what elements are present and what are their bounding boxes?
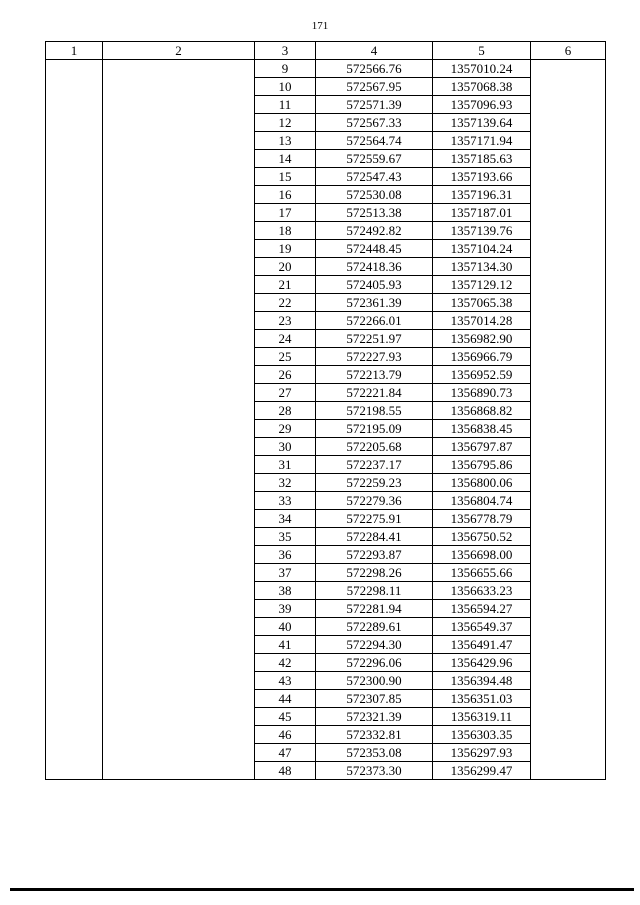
point-number-cell: 45 [255, 708, 316, 726]
y-coordinate-cell: 1356750.52 [433, 528, 531, 546]
x-coordinate-cell: 572361.39 [316, 294, 433, 312]
point-number-cell: 39 [255, 600, 316, 618]
x-coordinate-cell: 572289.61 [316, 618, 433, 636]
point-number-cell: 27 [255, 384, 316, 402]
point-number-cell: 22 [255, 294, 316, 312]
x-coordinate-cell: 572227.93 [316, 348, 433, 366]
point-number-cell: 47 [255, 744, 316, 762]
point-number-cell: 44 [255, 690, 316, 708]
x-coordinate-cell: 572294.30 [316, 636, 433, 654]
point-number-cell: 43 [255, 672, 316, 690]
y-coordinate-cell: 1356868.82 [433, 402, 531, 420]
point-number-cell: 28 [255, 402, 316, 420]
point-number-cell: 10 [255, 78, 316, 96]
y-coordinate-cell: 1357139.76 [433, 222, 531, 240]
y-coordinate-cell: 1357185.63 [433, 150, 531, 168]
table-row [46, 60, 606, 78]
point-number-cell: 14 [255, 150, 316, 168]
x-coordinate-cell: 572405.93 [316, 276, 433, 294]
col1-merged-cell [46, 60, 103, 780]
point-number-cell: 11 [255, 96, 316, 114]
x-coordinate-cell: 572293.87 [316, 546, 433, 564]
col2-merged-cell [103, 60, 255, 780]
coordinates-table [45, 41, 606, 780]
x-coordinate-cell: 572530.08 [316, 186, 433, 204]
y-coordinate-cell: 1357139.64 [433, 114, 531, 132]
x-coordinate-cell: 572373.30 [316, 762, 433, 780]
x-coordinate-cell: 572559.67 [316, 150, 433, 168]
x-coordinate-cell: 572567.33 [316, 114, 433, 132]
point-number-cell: 29 [255, 420, 316, 438]
x-coordinate-cell: 572251.97 [316, 330, 433, 348]
y-coordinate-cell: 1356797.87 [433, 438, 531, 456]
y-coordinate-cell: 1357187.01 [433, 204, 531, 222]
x-coordinate-cell: 572353.08 [316, 744, 433, 762]
point-number-cell: 32 [255, 474, 316, 492]
y-coordinate-cell: 1356491.47 [433, 636, 531, 654]
col6-merged-cell [531, 60, 606, 780]
bottom-rule [10, 888, 634, 891]
x-coordinate-cell: 572564.74 [316, 132, 433, 150]
x-coordinate-cell: 572266.01 [316, 312, 433, 330]
y-coordinate-cell: 1356890.73 [433, 384, 531, 402]
point-number-cell: 21 [255, 276, 316, 294]
point-number-cell: 16 [255, 186, 316, 204]
column-header: 6 [531, 42, 606, 60]
point-number-cell: 12 [255, 114, 316, 132]
x-coordinate-cell: 572448.45 [316, 240, 433, 258]
x-coordinate-cell: 572332.81 [316, 726, 433, 744]
point-number-cell: 19 [255, 240, 316, 258]
x-coordinate-cell: 572296.06 [316, 654, 433, 672]
x-coordinate-cell: 572513.38 [316, 204, 433, 222]
x-coordinate-cell: 572205.68 [316, 438, 433, 456]
x-coordinate-cell: 572198.55 [316, 402, 433, 420]
x-coordinate-cell: 572195.09 [316, 420, 433, 438]
point-number-cell: 42 [255, 654, 316, 672]
point-number-cell: 15 [255, 168, 316, 186]
column-header: 5 [433, 42, 531, 60]
x-coordinate-cell: 572307.85 [316, 690, 433, 708]
x-coordinate-cell: 572281.94 [316, 600, 433, 618]
column-header: 1 [46, 42, 103, 60]
point-number-cell: 34 [255, 510, 316, 528]
y-coordinate-cell: 1356633.23 [433, 582, 531, 600]
x-coordinate-cell: 572259.23 [316, 474, 433, 492]
x-coordinate-cell: 572237.17 [316, 456, 433, 474]
point-number-cell: 37 [255, 564, 316, 582]
y-coordinate-cell: 1356549.37 [433, 618, 531, 636]
y-coordinate-cell: 1356778.79 [433, 510, 531, 528]
y-coordinate-cell: 1357196.31 [433, 186, 531, 204]
y-coordinate-cell: 1357104.24 [433, 240, 531, 258]
point-number-cell: 24 [255, 330, 316, 348]
y-coordinate-cell: 1356429.96 [433, 654, 531, 672]
y-coordinate-cell: 1356351.03 [433, 690, 531, 708]
point-number-cell: 33 [255, 492, 316, 510]
x-coordinate-cell: 572298.11 [316, 582, 433, 600]
y-coordinate-cell: 1356838.45 [433, 420, 531, 438]
x-coordinate-cell: 572547.43 [316, 168, 433, 186]
point-number-cell: 41 [255, 636, 316, 654]
column-header: 2 [103, 42, 255, 60]
y-coordinate-cell: 1356982.90 [433, 330, 531, 348]
column-header: 4 [316, 42, 433, 60]
x-coordinate-cell: 572279.36 [316, 492, 433, 510]
y-coordinate-cell: 1357096.93 [433, 96, 531, 114]
y-coordinate-cell: 1356800.06 [433, 474, 531, 492]
x-coordinate-cell: 572321.39 [316, 708, 433, 726]
point-number-cell: 18 [255, 222, 316, 240]
point-number-cell: 46 [255, 726, 316, 744]
point-number-cell: 20 [255, 258, 316, 276]
y-coordinate-cell: 1357014.28 [433, 312, 531, 330]
y-coordinate-cell: 1356297.93 [433, 744, 531, 762]
y-coordinate-cell: 1357193.66 [433, 168, 531, 186]
y-coordinate-cell: 1356952.59 [433, 366, 531, 384]
x-coordinate-cell: 572418.36 [316, 258, 433, 276]
point-number-cell: 40 [255, 618, 316, 636]
point-number-cell: 31 [255, 456, 316, 474]
point-number-cell: 26 [255, 366, 316, 384]
x-coordinate-cell: 572213.79 [316, 366, 433, 384]
y-coordinate-cell: 1356655.66 [433, 564, 531, 582]
point-number-cell: 9 [255, 60, 316, 78]
point-number-cell: 30 [255, 438, 316, 456]
x-coordinate-cell: 572566.76 [316, 60, 433, 78]
y-coordinate-cell: 1356303.35 [433, 726, 531, 744]
point-number-cell: 48 [255, 762, 316, 780]
y-coordinate-cell: 1356966.79 [433, 348, 531, 366]
y-coordinate-cell: 1356299.47 [433, 762, 531, 780]
x-coordinate-cell: 572284.41 [316, 528, 433, 546]
point-number-cell: 38 [255, 582, 316, 600]
y-coordinate-cell: 1356698.00 [433, 546, 531, 564]
y-coordinate-cell: 1357171.94 [433, 132, 531, 150]
point-number-cell: 23 [255, 312, 316, 330]
point-number-cell: 17 [255, 204, 316, 222]
point-number-cell: 25 [255, 348, 316, 366]
header-row [46, 42, 606, 60]
y-coordinate-cell: 1357065.38 [433, 294, 531, 312]
point-number-cell: 13 [255, 132, 316, 150]
y-coordinate-cell: 1356394.48 [433, 672, 531, 690]
point-number-cell: 35 [255, 528, 316, 546]
x-coordinate-cell: 572275.91 [316, 510, 433, 528]
y-coordinate-cell: 1356319.11 [433, 708, 531, 726]
y-coordinate-cell: 1356795.86 [433, 456, 531, 474]
x-coordinate-cell: 572298.26 [316, 564, 433, 582]
y-coordinate-cell: 1357129.12 [433, 276, 531, 294]
x-coordinate-cell: 572221.84 [316, 384, 433, 402]
page-number: 171 [311, 20, 329, 32]
y-coordinate-cell: 1357134.30 [433, 258, 531, 276]
y-coordinate-cell: 1357068.38 [433, 78, 531, 96]
point-number-cell: 36 [255, 546, 316, 564]
y-coordinate-cell: 1357010.24 [433, 60, 531, 78]
x-coordinate-cell: 572571.39 [316, 96, 433, 114]
x-coordinate-cell: 572567.95 [316, 78, 433, 96]
y-coordinate-cell: 1356804.74 [433, 492, 531, 510]
x-coordinate-cell: 572492.82 [316, 222, 433, 240]
y-coordinate-cell: 1356594.27 [433, 600, 531, 618]
column-header: 3 [255, 42, 316, 60]
x-coordinate-cell: 572300.90 [316, 672, 433, 690]
